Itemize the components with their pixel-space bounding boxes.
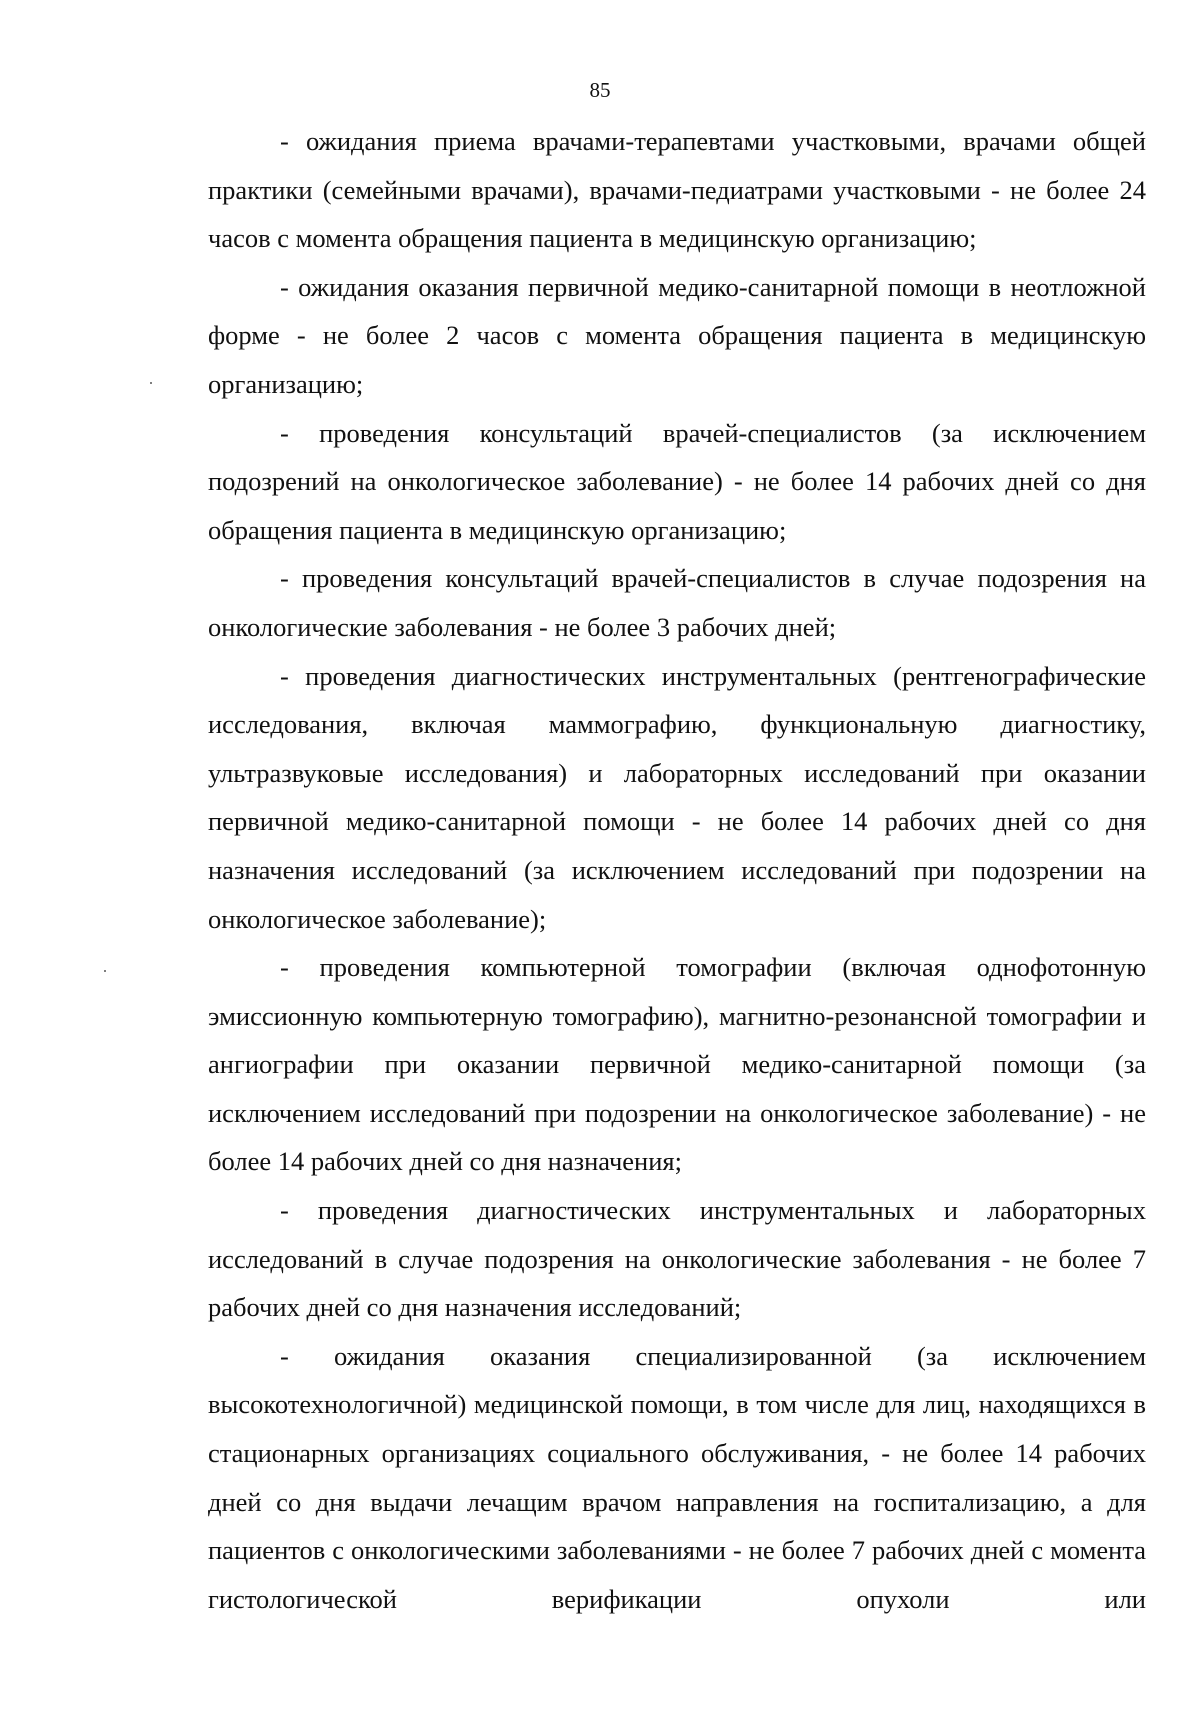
paragraph-tomography: - проведения компьютерной томографии (включая однофотонную эмиссионную компьютерную томографию), магнитно-резонансной томографии и ангиографии при оказании первичной медико-санитарной помощи (за исключением исследований при подозрении на онкологическое заболевание) - не более 14 рабочих дней со дня назначения; bbox=[208, 952, 1146, 1177]
page-number: 85 bbox=[589, 78, 611, 102]
scan-speck bbox=[150, 382, 152, 384]
paragraph-therapist-wait: - ожидания приема врачами-терапевтами участковыми, врачами общей практики (семейными врачами), врачами-педиатрами участковыми - не более 24 часов с момента обращения пациента в медицинскую организацию; bbox=[208, 126, 1146, 254]
paragraph-urgent-care-wait: - ожидания оказания первичной медико-санитарной помощи в неотложной форме - не более 2 часов с момента обращения пациента в медицинскую организацию; bbox=[208, 271, 1146, 399]
paragraph-oncology-diagnostics: - проведения диагностических инструментальных и лабораторных исследований в случае подозрения на онкологические заболевания - не более 7 рабочих дней со дня назначения исследований; bbox=[208, 1195, 1146, 1323]
paragraph-specialist-consultation: - проведения консультаций врачей-специалистов (за исключением подозрений на онкологическое заболевание) - не более 14 рабочих дней со дня обращения пациента в медицинскую организацию; bbox=[208, 417, 1146, 545]
document-body bbox=[208, 117, 1146, 1623]
scan-speck bbox=[104, 970, 106, 972]
paragraph-oncology-consultation: - проведения консультаций врачей-специалистов в случае подозрения на онкологические заболевания - не более 3 рабочих дней; bbox=[208, 563, 1146, 642]
paragraph-specialized-care-wait: - ожидания оказания специализированной (за исключением высокотехнологичной) медицинской помощи, в том числе для лиц, находящихся в стационарных организациях социального обслуживания, - не более 14 рабочих дней со дня выдачи лечащим врачом направления на госпитализацию, а для пациентов с онкологическими заболеваниями - не более 7 рабочих дней с момента гистологической верификации опухоли или bbox=[208, 1340, 1146, 1614]
paragraph-diagnostic-studies: - проведения диагностических инструментальных (рентгенографические исследования, включая маммографию, функциональную диагностику, ультразвуковые исследования) и лабораторных исследований при оказании первичной медико-санитарной помощи - не более 14 рабочих дней со дня назначения исследований (за исключением исследований при подозрении на онкологическое заболевание); bbox=[208, 660, 1146, 934]
